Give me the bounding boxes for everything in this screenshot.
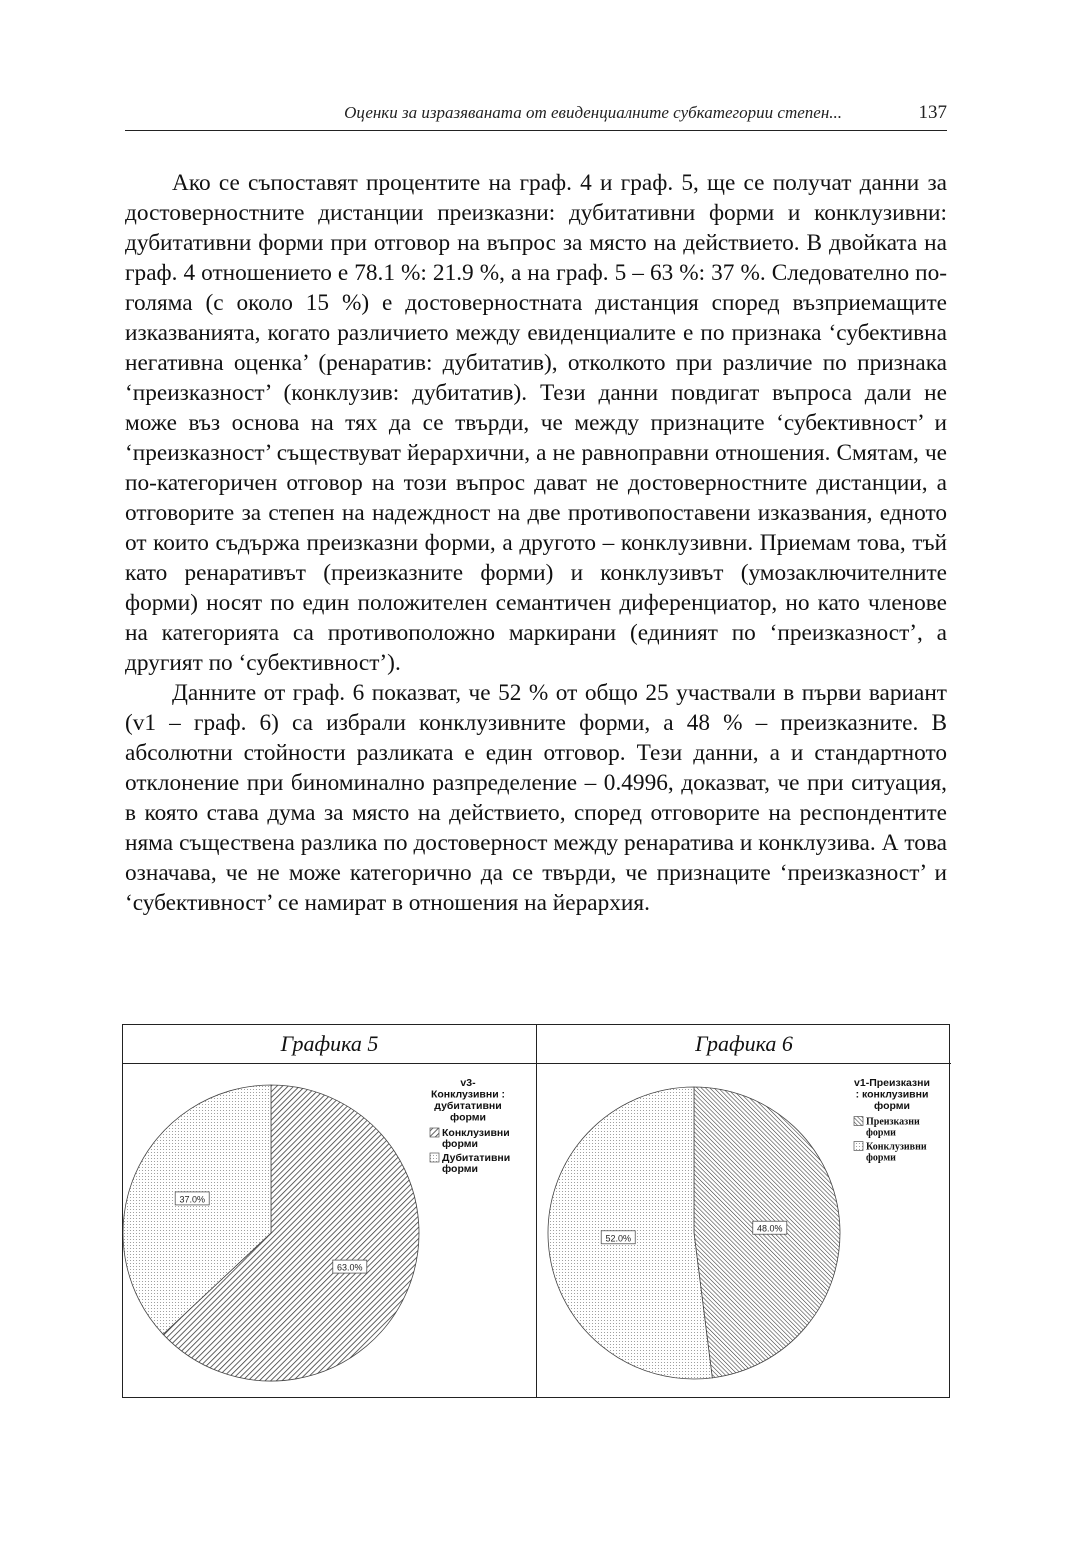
legend-swatch xyxy=(430,1128,439,1137)
legend-label: Дубитативни xyxy=(442,1152,511,1164)
svg-text:форми: форми xyxy=(874,1100,910,1112)
charts-table xyxy=(122,1024,950,1398)
chart-cell-5 xyxy=(123,1025,537,1397)
legend-label: форми xyxy=(442,1138,478,1150)
body-text xyxy=(125,168,947,918)
paragraph-1: Ако се съпоставят процентите на граф. 4 и граф. 5, ще се получат данни за достоверностните дистанции преизказни: дубитативни форми и конклузивни: дубитативни форми при отговор на въпрос за място на действието. В двойката на граф. 4 отношението е 78.1 %: 21.9 %, а на граф. 5 – 63 %: 37 %. Следователно по-голяма (с около 15 %) е достоверностната дистанция според възприемащите изказванията, когато различието между евиденциалите е по признака ‘субективна негативна оценка’ (ренаратив: дубитатив), отколкото при различие по признака ‘преизказност’ (конклузив: дубитатив). Тези данни повдигат въпроса дали не може въз основа на тях да се твърди, че между признаците ‘субективност’ и ‘преизказност’ съществуват йерархични, а не равноправни отношения. Смятам, че по-категоричен отговор на този въпрос дават не достоверностните дистанции, а отговорите за степен на надеждност на две противопоставени изказвания, едното от които съдържа преизказни форми, а другото – конклузивни. Приемам това, тъй като ренаративът (преизказните форми) и конклузивът (умозаключителните форми) носят по един положителен семантичен диференциатор, но като членове на категорията са противоположно маркирани (единият по ‘преизказност’, а другият по ‘субективност’). xyxy=(125,170,947,676)
legend-swatch xyxy=(430,1153,439,1162)
chart-cell-6 xyxy=(537,1025,951,1397)
legend-label: форми xyxy=(442,1163,478,1175)
running-title: Оценки за изразяваната от евиденциалните субкатегории степен... xyxy=(344,103,842,122)
legend-swatch xyxy=(854,1117,863,1126)
pie-value-label xyxy=(175,1192,209,1205)
svg-text:: конклузивни: : конклузивни xyxy=(855,1088,929,1101)
legend-label: Конклузивни xyxy=(866,1141,927,1153)
running-header xyxy=(125,100,947,131)
legend xyxy=(854,1077,930,1164)
svg-text:Конклузивни :: Конклузивни : xyxy=(430,1088,506,1101)
svg-text:v1-Преизказни: v1-Преизказни xyxy=(854,1077,930,1089)
svg-text:v3-: v3- xyxy=(460,1077,476,1089)
legend-label: Преизказни xyxy=(866,1116,920,1128)
legend-label: Конклузивни xyxy=(442,1127,510,1139)
svg-text:дубитативни: дубитативни xyxy=(434,1100,502,1112)
paragraph-2: Данните от граф. 6 показват, че 52 % от общо 25 участвали в първи вариант (v1 – граф. 6) са избрали конклузивните форми, а 48 % – преизказните. В абсолютни стойности разликата е един отговор. Тези данни, а и стандартното отклонение при биноминално разпределение – 0.4996, доказват, че при ситуация, в която става дума за място на действието, според отговорите на респондентите няма съществена разлика по достоверност между ренаратива и конклузива. А това означава, че не може категорично да се твърди, че признаците ‘преизказност’ и ‘субективност’ се намират в отношения на йерархия. xyxy=(125,680,947,916)
page-number: 137 xyxy=(918,102,947,123)
pie-chart-5 xyxy=(123,1064,535,1397)
chart-caption-5: Графика 5 xyxy=(123,1025,536,1064)
svg-text:48.0%: 48.0% xyxy=(757,1223,783,1234)
pie-chart-6 xyxy=(537,1064,949,1397)
legend-label: форми xyxy=(866,1152,896,1164)
chart-caption-6: Графика 6 xyxy=(537,1025,951,1064)
legend-label: форми xyxy=(866,1127,896,1139)
svg-text:37.0%: 37.0% xyxy=(179,1194,205,1205)
legend xyxy=(430,1077,510,1175)
svg-text:52.0%: 52.0% xyxy=(605,1233,631,1244)
legend-swatch xyxy=(854,1142,863,1151)
svg-text:форми: форми xyxy=(450,1111,486,1124)
pie-value-label xyxy=(753,1221,787,1234)
pie-value-label xyxy=(333,1260,367,1273)
svg-text:63.0%: 63.0% xyxy=(337,1262,363,1273)
pie-value-label xyxy=(601,1231,635,1244)
